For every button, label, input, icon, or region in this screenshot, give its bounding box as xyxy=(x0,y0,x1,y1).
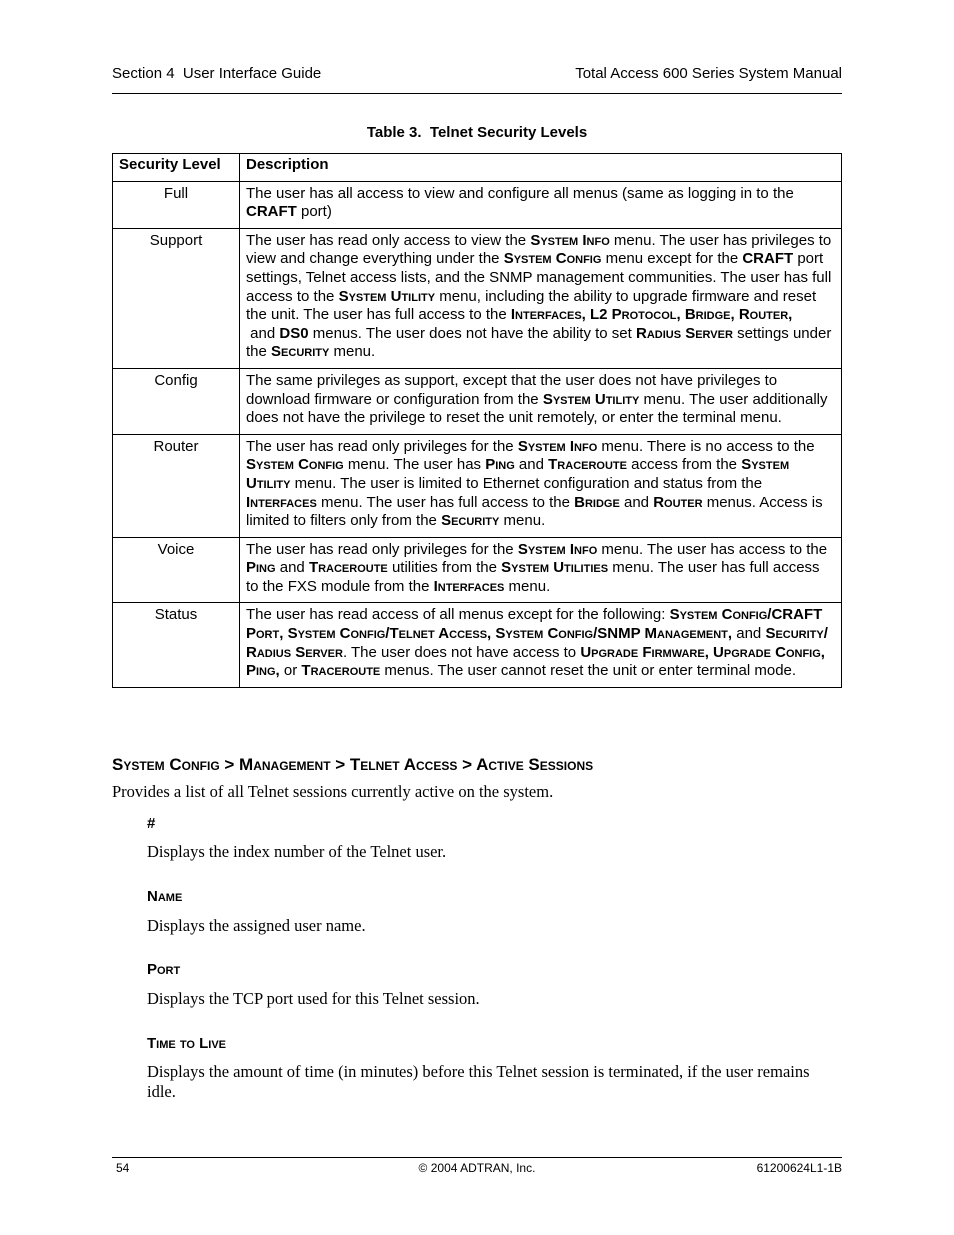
description-cell: The user has all access to view and configure all menus (same as logging in to the CRAFT port) xyxy=(240,181,842,228)
field-heading: Time to Live xyxy=(147,1035,227,1052)
section-heading: System Config > Management > Telnet Access > Active Sessions xyxy=(112,755,594,774)
field-heading: # xyxy=(147,815,156,832)
section-intro: Provides a list of all Telnet sessions currently active on the system. xyxy=(112,782,554,801)
table-row xyxy=(113,368,842,434)
security-level-cell: Full xyxy=(113,181,240,228)
security-level-cell: Router xyxy=(113,434,240,537)
field-description: Displays the assigned user name. xyxy=(147,916,366,935)
field-heading: Port xyxy=(147,961,181,978)
table-row xyxy=(113,228,842,368)
copyright: © 2004 ADTRAN, Inc. xyxy=(418,1161,536,1175)
security-level-cell: Config xyxy=(113,368,240,434)
security-level-cell: Support xyxy=(113,228,240,368)
page-header xyxy=(112,64,842,94)
description-cell: The same privileges as support, except that the user does not have privileges to download firmware or configuration from the System Utility menu. The user additionally does not have the privilege to reset the unit remotely, or enter the terminal menu. xyxy=(240,368,842,434)
field-description: Displays the TCP port used for this Telnet session. xyxy=(147,989,480,1008)
field-heading: Name xyxy=(147,888,183,905)
description-cell: The user has read only access to view the System Info menu. The user has privileges to view and change everything under the System Config menu except for the CRAFT port settings, Telnet access lists, and the SNMP management communities. The user has full access to the System Utility menu, including the ability to upgrade firmware and reset the unit. The user has full access to the Interfaces, L2 Protocol, Bridge, Router, and DS0 menus. The user does not have the ability to set Radius Server settings under the Security menu. xyxy=(240,228,842,368)
header-manual-title: Total Access 600 Series System Manual xyxy=(575,65,842,82)
column-header-security-level: Security Level xyxy=(113,154,240,182)
security-level-cell: Voice xyxy=(113,537,240,603)
page-number: 54 xyxy=(116,1161,130,1175)
table-row xyxy=(113,537,842,603)
table-row xyxy=(113,603,842,687)
description-cell: The user has read only privileges for the System Info menu. There is no access to the System Config menu. The user has Ping and Traceroute access from the System Utility menu. The user is limited to Ethernet configuration and status from the Interfaces menu. The user has full access to the Bridge and Router menus. Access is limited to filters only from the Security menu. xyxy=(240,434,842,537)
table-row xyxy=(113,181,842,228)
table-row xyxy=(113,434,842,537)
header-section-title: Section 4 User Interface Guide xyxy=(112,65,322,82)
column-header-description: Description xyxy=(240,154,842,182)
document-id: 61200624L1-1B xyxy=(756,1161,842,1175)
description-cell: The user has read access of all menus except for the following: System Config/CRAFT Port, System Config/Telnet Access, System Config/SNMP Management, and Security/ Radius Server. The user does not have access to Upgrade Firmware, Upgrade Config, Ping, or Traceroute menus. The user cannot reset the unit or enter terminal mode. xyxy=(240,603,842,687)
table-header-row xyxy=(113,154,842,182)
security-level-cell: Status xyxy=(113,603,240,687)
description-cell: The user has read only privileges for the System Info menu. The user has access to the Ping and Traceroute utilities from the System Utilities menu. The user has full access to the FXS module from the Interfaces menu. xyxy=(240,537,842,603)
security-levels-table xyxy=(112,153,842,688)
table-caption: Table 3. Telnet Security Levels xyxy=(366,124,588,141)
page-footer xyxy=(112,1157,842,1175)
field-description: Displays the index number of the Telnet user. xyxy=(147,842,447,861)
field-description: Displays the amount of time (in minutes) before this Telnet session is terminated, if the user remains idle. xyxy=(147,1062,810,1101)
